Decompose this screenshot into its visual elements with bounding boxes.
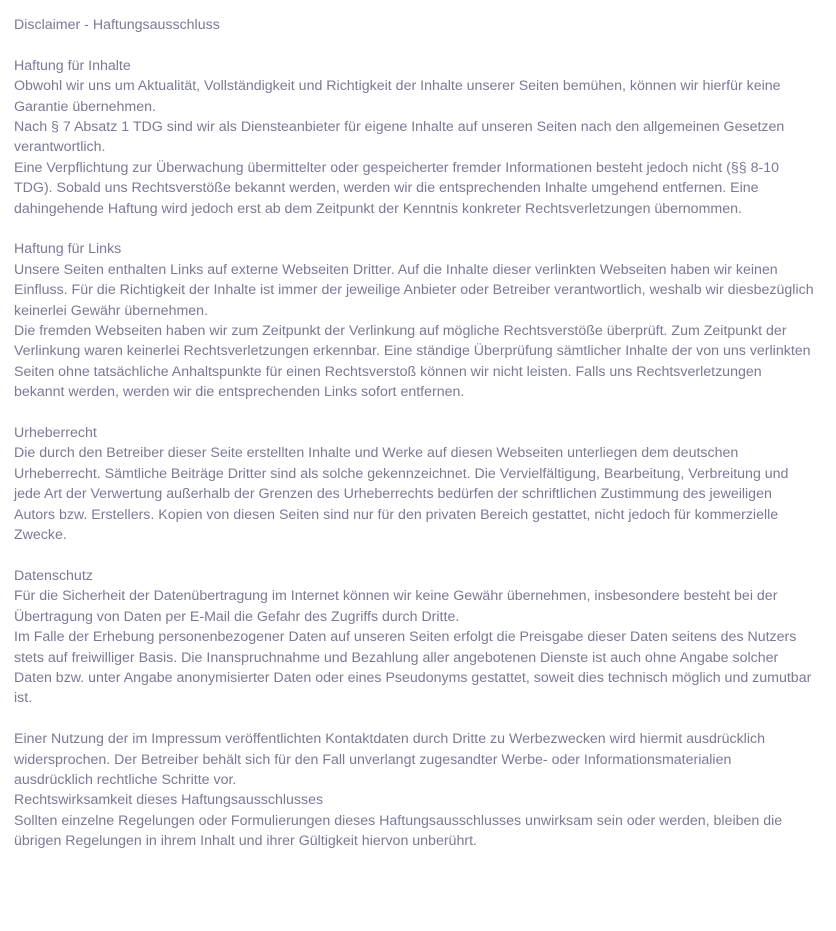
- section-closing: [14, 729, 814, 851]
- section-urheberrecht: [14, 423, 814, 545]
- section-paragraph: Die durch den Betreiber dieser Seite erstellten Inhalte und Werke auf diesen Webseiten unterliegen dem deutschen Urheberrecht. Sämtliche Beiträge Dritter sind als solche gekennzeichnet. Die Vervielfältigung, Bearbeitung, Verbreitung und jede Art der Verwertung außerhalb der Grenzen des Urheberrechts bedürfen der schriftlichen Zustimmung des jeweiligen Autors bzw. Erstellers. Kopien von diesen Seiten sind nur für den privaten Bereich gestattet, nicht jedoch für kommerzielle Zwecke.: [14, 445, 789, 544]
- section-paragraph: Im Falle der Erhebung personenbezogener Daten auf unseren Seiten erfolgt die Preisgabe dieser Daten seitens des Nutzers stets auf freiwilliger Basis. Die Inanspruchnahme und Bezahlung aller angebotenen Dienste ist auch ohne Angabe solcher Daten bzw. unter Angabe anonymisierter Daten oder eines Pseudonyms gestattet, soweit dies technisch möglich und zumutbar ist.: [14, 629, 812, 707]
- spacer: [14, 709, 814, 729]
- section-heading: Haftung für Links: [14, 241, 122, 258]
- section-heading: Haftung für Inhalte: [14, 57, 131, 74]
- section-haftung-links: [14, 239, 814, 402]
- section-paragraph: Für die Sicherheit der Datenübertragung im Internet können wir keine Gewähr übernehmen, insbesondere besteht bei der Übertragung von Daten per E-Mail die Gefahr des Zugriffs durch Dritte.: [14, 588, 778, 625]
- section-heading: Urheberrecht: [14, 425, 97, 442]
- section-paragraph: Obwohl wir uns um Aktualität, Vollständigkeit und Richtigkeit der Inhalte unserer Seiten bemühen, können wir hierfür keine Garantie übernehmen.: [14, 78, 781, 115]
- spacer: [14, 403, 814, 423]
- closing-paragraph: Einer Nutzung der im Impressum veröffentlichten Kontaktdaten durch Dritte zu Werbezwecken wird hiermit ausdrücklich widersprochen. Der Betreiber behält sich für den Fall unverlangt zugesandter Werbe- oder Informationsmaterialien ausdrücklich rechtliche Schritte vor.: [14, 731, 765, 788]
- section-paragraph: Nach § 7 Absatz 1 TDG sind wir als Diensteanbieter für eigene Inhalte auf unseren Seiten nach den allgemeinen Gesetzen verantwortlich.: [14, 119, 785, 156]
- disclaimer-document: [14, 15, 814, 852]
- section-paragraph: Eine Verpflichtung zur Überwachung übermittelter oder gespeicherter fremder Informationen besteht jedoch nicht (§§ 8-10 TDG). Sobald uns Rechtsverstöße bekannt werden, werden wir die entsprechenden Inhalte umgehend entfernen. Eine dahingehende Haftung wird jedoch erst ab dem Zeitpunkt der Kenntnis konkreter Rechtsverletzungen übernommen.: [14, 159, 779, 217]
- section-paragraph: Die fremden Webseiten haben wir zum Zeitpunkt der Verlinkung auf mögliche Rechtsverstöße überprüft. Zum Zeitpunkt der Verlinkung waren keinerlei Rechtsverletzungen erkennbar. Eine ständige Überprüfung sämtlicher Inhalte der von uns verlinkten Seiten ohne tatsächliche Anhaltspunkte für einen Rechtsverstoß können wir nicht leisten. Falls uns Rechtsverletzungen bekannt werden, werden wir die entsprechenden Links sofort entfernen.: [14, 323, 811, 401]
- section-paragraph: Unsere Seiten enthalten Links auf externe Webseiten Dritter. Auf die Inhalte dieser verlinkten Webseiten haben wir keinen Einfluss. Für die Richtigkeit der Inhalte ist immer der jeweilige Anbieter oder Betreiber verantwortlich, weshalb wir diesbezüglich keinerlei Gewähr übernehmen.: [14, 261, 814, 319]
- section-haftung-inhalte: [14, 56, 814, 219]
- spacer: [14, 219, 814, 239]
- spacer: [14, 546, 814, 566]
- closing-final-paragraph: Sollten einzelne Regelungen oder Formulierungen dieses Haftungsausschlusses unwirksam sein oder werden, bleiben die übrigen Regelungen in ihrem Inhalt und ihrer Gültigkeit hiervon unberührt.: [14, 812, 783, 850]
- section-heading: Datenschutz: [14, 567, 93, 584]
- section-datenschutz: [14, 566, 814, 709]
- section-heading: Rechtswirksamkeit dieses Haftungsausschlusses: [14, 792, 324, 809]
- spacer: [14, 35, 814, 55]
- page-title: Disclaimer - Haftungsausschluss: [14, 17, 220, 33]
